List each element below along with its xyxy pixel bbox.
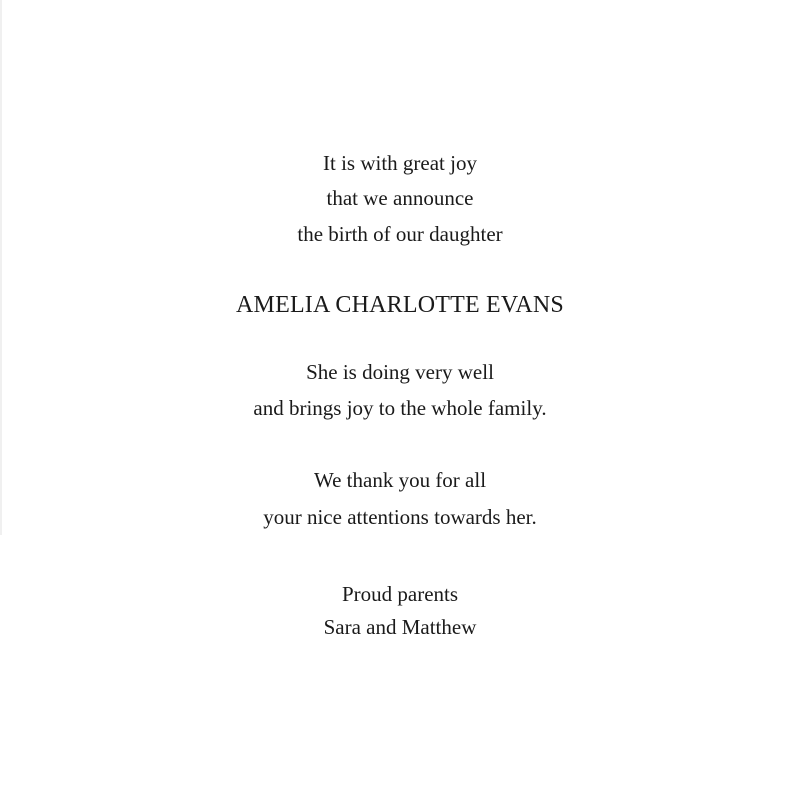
status-line-2: and brings joy to the whole family. — [253, 396, 547, 420]
baby-name: AMELIA CHARLOTTE EVANS — [236, 292, 564, 318]
status-line-1: She is doing very well — [306, 360, 494, 384]
page-edge — [0, 0, 2, 535]
intro-line-2: that we announce — [326, 186, 474, 210]
signature-line-1: Proud parents — [341, 582, 459, 606]
thanks-line-2: your nice attentions towards her. — [263, 505, 537, 529]
intro-line-1: It is with great joy — [323, 151, 477, 175]
intro-line-3: the birth of our daughter — [297, 222, 503, 246]
thanks-line-1: We thank you for all — [313, 468, 487, 492]
signature-line-2: Sara and Matthew — [323, 615, 477, 639]
